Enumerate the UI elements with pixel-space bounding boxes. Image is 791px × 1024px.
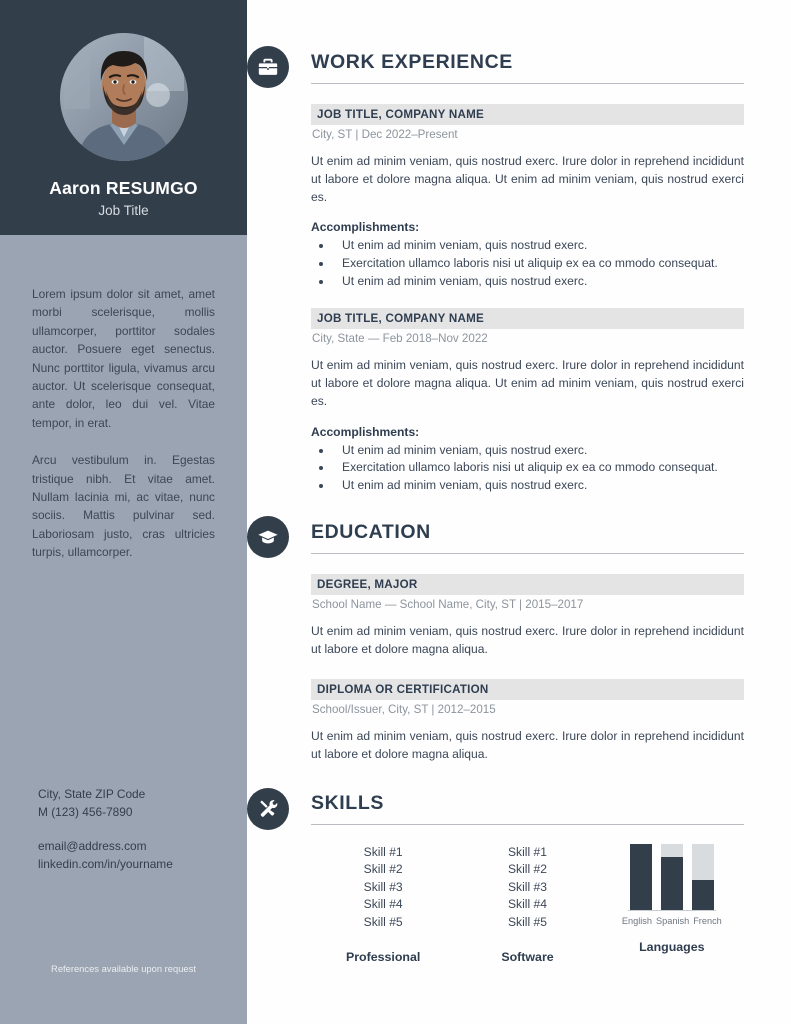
education-section-title: EDUCATION bbox=[311, 520, 431, 543]
education-entry-2-heading: DIPLOMA OR CERTIFICATION bbox=[311, 679, 744, 700]
avatar bbox=[60, 33, 188, 161]
work-section-title: WORK EXPERIENCE bbox=[311, 50, 513, 73]
language-bar-english bbox=[630, 844, 652, 910]
contact-info bbox=[38, 786, 173, 873]
education-entry-1-text: Ut enim ad minim veniam, quis nostrud exerc. Irure dolor in reprehend incididunt ut labore et dolore magna aliqua. bbox=[311, 624, 744, 657]
work-entry-2 bbox=[311, 308, 791, 494]
languages-chart bbox=[600, 844, 744, 964]
person-photo-icon bbox=[60, 33, 188, 161]
section-skills bbox=[247, 764, 791, 964]
education-entry-1-heading: DEGREE, MAJOR bbox=[311, 574, 744, 595]
contact-linkedin[interactable]: linkedin.com/in/yourname bbox=[38, 856, 173, 871]
contact-phone: M (123) 456-7890 bbox=[38, 804, 133, 819]
skill-item: Skill #1 bbox=[507, 844, 547, 859]
work-entry-1-acc-label: Accomplishments: bbox=[311, 220, 420, 235]
list-item: • Ut enim ad minim veniam, quis nostrud exerc. bbox=[333, 442, 744, 460]
work-section-header bbox=[247, 46, 791, 88]
work-entry-2-bullets bbox=[311, 442, 744, 495]
language-bar-french bbox=[692, 844, 714, 910]
language-bar-french-fill bbox=[692, 880, 714, 910]
education-entry-1-meta: School Name — School Name, City, ST | 2015–2017 bbox=[312, 598, 584, 612]
work-entry-2-acc-label: Accomplishments: bbox=[311, 424, 420, 439]
work-entry-1-meta: City, ST | Dec 2022–Present bbox=[312, 128, 458, 141]
skills-section-header bbox=[247, 788, 791, 830]
language-label-french: French bbox=[693, 915, 722, 926]
language-bar-spanish bbox=[661, 844, 683, 910]
skill-item: Skill #2 bbox=[363, 862, 403, 877]
skills-software-caption: Software bbox=[501, 949, 554, 964]
education-entry-2-text: Ut enim ad minim veniam, quis nostrud exerc. Irure dolor in reprehend incididunt ut labore et dolore magna aliqua. bbox=[311, 728, 744, 761]
language-bar-english-fill bbox=[630, 844, 652, 910]
summary-paragraph-2: Arcu vestibulum in. Egestas tristique nibh. Et vitae amet. Nullam lacinia mi, ac vitae, nunc sociis. Mattis pulvinar sed. Laboriosam justo, cras ultricies turpis, ullamcorper. bbox=[32, 453, 215, 560]
person-job-title: Job Title bbox=[98, 203, 149, 218]
education-section-header bbox=[247, 516, 791, 558]
sidebar-header bbox=[0, 0, 247, 235]
languages-bars bbox=[628, 844, 716, 911]
summary-paragraph-1: Lorem ipsum dolor sit amet, amet morbi scelerisque, mollis ullamcorper, porttitor sodales auctor. Posuere eget senectus. Nunc porttitor ligula, vivamus arcu auctor. Ut scelerisque consequat, ante dolor, leo dui vel. Vitae tempor, in erat. bbox=[32, 287, 215, 430]
list-item: • Exercitation ullamco laboris nisi ut aliquip ex ea co mmodo consequat. bbox=[333, 255, 744, 273]
list-item: • Ut enim ad minim veniam, quis nostrud exerc. bbox=[333, 237, 744, 255]
languages-caption: Languages bbox=[639, 939, 705, 954]
work-entry-2-text: Ut enim ad minim veniam, quis nostrud exerc. Irure dolor in reprehend incididunt ut labore et dolore magna aliqua. Ut enim ad minim veniam, quis nostrud exerci es. bbox=[311, 358, 744, 408]
education-entry-2 bbox=[311, 679, 791, 764]
skills-section-title: SKILLS bbox=[311, 792, 384, 815]
work-entry-2-heading: JOB TITLE, COMPANY NAME bbox=[311, 308, 744, 329]
language-label-english: English bbox=[621, 915, 652, 926]
skill-item: Skill #3 bbox=[507, 879, 547, 894]
skill-item: Skill #5 bbox=[363, 914, 403, 929]
list-item: • Ut enim ad minim veniam, quis nostrud exerc. bbox=[333, 477, 744, 495]
skills-columns bbox=[311, 844, 791, 964]
tools-icon bbox=[247, 788, 289, 830]
skill-item: Skill #5 bbox=[507, 914, 547, 929]
section-work-experience bbox=[247, 0, 791, 494]
languages-axis-labels bbox=[622, 916, 722, 926]
skill-item: Skill #1 bbox=[363, 844, 403, 859]
skills-section-rule bbox=[311, 824, 744, 825]
skills-professional-caption: Professional bbox=[345, 949, 421, 964]
list-item: • Ut enim ad minim veniam, quis nostrud exerc. bbox=[333, 273, 744, 291]
education-section-rule bbox=[311, 553, 744, 554]
section-education bbox=[247, 494, 791, 763]
language-bar-spanish-fill bbox=[661, 857, 683, 910]
briefcase-icon bbox=[247, 46, 289, 88]
work-entry-1-text: Ut enim ad minim veniam, quis nostrud exerc. Irure dolor in reprehend incididunt ut labore et dolore magna aliqua. Ut enim ad minim veniam, quis nostrud exerci es. bbox=[311, 154, 744, 204]
skills-software-column bbox=[455, 844, 599, 964]
skills-professional-column bbox=[311, 844, 455, 964]
skill-item: Skill #4 bbox=[507, 897, 547, 912]
education-entry-2-meta: School/Issuer, City, ST | 2012–2015 bbox=[312, 702, 496, 716]
language-label-spanish: Spanish bbox=[655, 915, 690, 926]
work-entry-1 bbox=[311, 104, 791, 290]
work-entry-1-heading: JOB TITLE, COMPANY NAME bbox=[311, 104, 744, 125]
sidebar bbox=[0, 0, 247, 1024]
main-content bbox=[247, 0, 791, 1024]
person-name: Aaron RESUMGO bbox=[49, 178, 198, 198]
work-entry-1-bullets bbox=[311, 237, 744, 290]
references-note: References available upon request bbox=[51, 963, 196, 974]
sidebar-summary bbox=[0, 235, 247, 562]
skill-item: Skill #3 bbox=[363, 879, 403, 894]
contact-address: City, State ZIP Code bbox=[38, 787, 146, 801]
work-section-rule bbox=[311, 83, 744, 84]
list-item: • Exercitation ullamco laboris nisi ut aliquip ex ea co mmodo consequat. bbox=[333, 459, 744, 477]
education-entry-1 bbox=[311, 574, 791, 659]
work-entry-2-meta: City, State — Feb 2018–Nov 2022 bbox=[312, 332, 488, 346]
graduation-cap-icon bbox=[247, 516, 289, 558]
skill-item: Skill #2 bbox=[507, 862, 547, 877]
contact-email[interactable]: email@address.com bbox=[38, 839, 147, 853]
skill-item: Skill #4 bbox=[363, 897, 403, 912]
